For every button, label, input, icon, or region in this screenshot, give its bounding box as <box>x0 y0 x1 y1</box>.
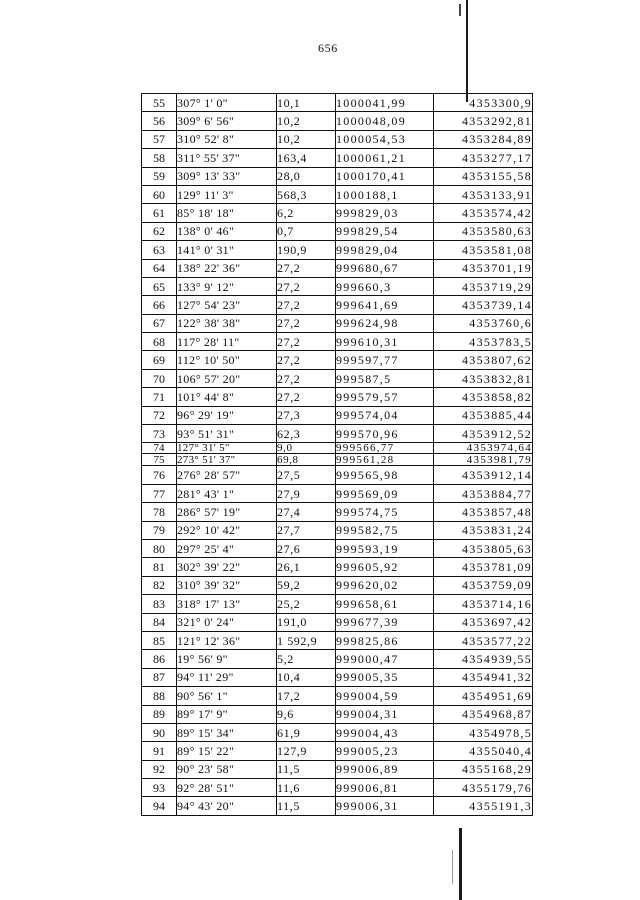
cell-y-coordinate: 4353760,6 <box>434 314 533 332</box>
cell-distance: 127,9 <box>277 742 336 760</box>
cell-distance: 191,0 <box>277 613 336 631</box>
cell-x-coordinate: 999605,92 <box>336 558 434 576</box>
cell-distance: 11,6 <box>277 779 336 797</box>
cell-point-number: 69 <box>142 351 177 369</box>
cell-y-coordinate: 4353719,29 <box>434 277 533 295</box>
cell-point-number: 90 <box>142 723 177 741</box>
cell-distance: 6,2 <box>277 204 336 222</box>
cell-distance: 27,9 <box>277 484 336 502</box>
cell-y-coordinate: 4354939,55 <box>434 650 533 668</box>
table-row <box>142 723 533 741</box>
cell-point-number: 85 <box>142 631 177 649</box>
cell-x-coordinate: 999829,54 <box>336 222 434 240</box>
cell-distance: 10,1 <box>277 94 336 112</box>
table-row <box>142 369 533 387</box>
cell-distance: 61,9 <box>277 723 336 741</box>
cell-bearing: 93° 51' 31" <box>177 425 277 443</box>
table-row <box>142 631 533 649</box>
cell-point-number: 68 <box>142 333 177 351</box>
cell-x-coordinate: 999597,77 <box>336 351 434 369</box>
cell-point-number: 94 <box>142 797 177 815</box>
coordinates-table-body <box>142 94 533 816</box>
cell-point-number: 78 <box>142 503 177 521</box>
cell-y-coordinate: 4353807,62 <box>434 351 533 369</box>
cell-point-number: 92 <box>142 760 177 778</box>
scan-artifact-mark <box>452 850 453 884</box>
table-row <box>142 112 533 130</box>
cell-x-coordinate: 999006,31 <box>336 797 434 815</box>
cell-bearing: 117° 28' 11" <box>177 333 277 351</box>
table-row <box>142 314 533 332</box>
cell-point-number: 71 <box>142 388 177 406</box>
cell-y-coordinate: 4355191,3 <box>434 797 533 815</box>
cell-distance: 10,4 <box>277 668 336 686</box>
cell-distance: 27,2 <box>277 351 336 369</box>
scan-artifact-line <box>466 0 468 102</box>
cell-bearing: 101° 44' 8" <box>177 388 277 406</box>
cell-distance: 27,2 <box>277 333 336 351</box>
cell-x-coordinate: 1000061,21 <box>336 149 434 167</box>
table-row <box>142 406 533 424</box>
cell-y-coordinate: 4354941,32 <box>434 668 533 686</box>
cell-bearing: 309° 13' 33" <box>177 167 277 185</box>
table-row <box>142 454 533 466</box>
table-row <box>142 779 533 797</box>
cell-point-number: 82 <box>142 576 177 594</box>
cell-y-coordinate: 4353781,09 <box>434 558 533 576</box>
cell-point-number: 57 <box>142 130 177 148</box>
cell-bearing: 141° 0' 31" <box>177 241 277 259</box>
cell-bearing: 127° 31' 5" <box>177 443 277 454</box>
cell-x-coordinate: 999004,43 <box>336 723 434 741</box>
cell-bearing: 122° 38' 38" <box>177 314 277 332</box>
table-row <box>142 760 533 778</box>
table-row <box>142 558 533 576</box>
cell-point-number: 79 <box>142 521 177 539</box>
cell-x-coordinate: 999829,04 <box>336 241 434 259</box>
cell-point-number: 89 <box>142 705 177 723</box>
cell-x-coordinate: 999006,81 <box>336 779 434 797</box>
cell-distance: 10,2 <box>277 130 336 148</box>
cell-point-number: 73 <box>142 425 177 443</box>
cell-bearing: 273° 51' 37" <box>177 454 277 466</box>
cell-x-coordinate: 999610,31 <box>336 333 434 351</box>
table-row <box>142 222 533 240</box>
cell-x-coordinate: 999561,28 <box>336 454 434 466</box>
cell-bearing: 318° 17' 13" <box>177 595 277 613</box>
cell-point-number: 88 <box>142 687 177 705</box>
cell-point-number: 76 <box>142 466 177 484</box>
cell-x-coordinate: 999677,39 <box>336 613 434 631</box>
cell-point-number: 55 <box>142 94 177 112</box>
cell-bearing: 106° 57' 20" <box>177 369 277 387</box>
cell-point-number: 60 <box>142 185 177 203</box>
cell-point-number: 83 <box>142 595 177 613</box>
cell-x-coordinate: 999680,67 <box>336 259 434 277</box>
cell-y-coordinate: 4353857,48 <box>434 503 533 521</box>
cell-x-coordinate: 999004,59 <box>336 687 434 705</box>
cell-distance: 28,0 <box>277 167 336 185</box>
cell-y-coordinate: 4353155,58 <box>434 167 533 185</box>
cell-bearing: 90° 56' 1" <box>177 687 277 705</box>
table-row <box>142 388 533 406</box>
cell-bearing: 96° 29' 19" <box>177 406 277 424</box>
table-row <box>142 503 533 521</box>
cell-bearing: 292° 10' 42" <box>177 521 277 539</box>
cell-x-coordinate: 1000041,99 <box>336 94 434 112</box>
cell-y-coordinate: 4355168,29 <box>434 760 533 778</box>
cell-y-coordinate: 4353714,16 <box>434 595 533 613</box>
cell-distance: 27,2 <box>277 259 336 277</box>
cell-y-coordinate: 4353974,64 <box>434 443 533 454</box>
table-row <box>142 576 533 594</box>
cell-point-number: 58 <box>142 149 177 167</box>
cell-bearing: 138° 0' 46" <box>177 222 277 240</box>
cell-y-coordinate: 4353912,14 <box>434 466 533 484</box>
table-row <box>142 241 533 259</box>
table-row <box>142 296 533 314</box>
cell-point-number: 70 <box>142 369 177 387</box>
table-row <box>142 425 533 443</box>
cell-x-coordinate: 999006,89 <box>336 760 434 778</box>
coordinates-table <box>141 93 533 816</box>
cell-y-coordinate: 4353805,63 <box>434 539 533 557</box>
table-row <box>142 204 533 222</box>
cell-distance: 27,2 <box>277 388 336 406</box>
cell-y-coordinate: 4354951,69 <box>434 687 533 705</box>
cell-point-number: 80 <box>142 539 177 557</box>
cell-point-number: 72 <box>142 406 177 424</box>
cell-bearing: 307° 1' 0" <box>177 94 277 112</box>
cell-bearing: 121° 12' 36" <box>177 631 277 649</box>
cell-y-coordinate: 4353284,89 <box>434 130 533 148</box>
cell-point-number: 87 <box>142 668 177 686</box>
table-row <box>142 539 533 557</box>
cell-bearing: 138° 22' 36" <box>177 259 277 277</box>
cell-distance: 10,2 <box>277 112 336 130</box>
table-row <box>142 595 533 613</box>
cell-x-coordinate: 999587,5 <box>336 369 434 387</box>
table-row <box>142 705 533 723</box>
cell-y-coordinate: 4353885,44 <box>434 406 533 424</box>
scan-artifact-mark <box>459 4 461 16</box>
cell-bearing: 302° 39' 22" <box>177 558 277 576</box>
table-row <box>142 94 533 112</box>
cell-y-coordinate: 4353697,42 <box>434 613 533 631</box>
cell-x-coordinate: 999566,77 <box>336 443 434 454</box>
cell-point-number: 67 <box>142 314 177 332</box>
cell-bearing: 321° 0' 24" <box>177 613 277 631</box>
cell-bearing: 85° 18' 18" <box>177 204 277 222</box>
cell-point-number: 84 <box>142 613 177 631</box>
table-row <box>142 650 533 668</box>
cell-y-coordinate: 4353133,91 <box>434 185 533 203</box>
cell-distance: 27,6 <box>277 539 336 557</box>
cell-y-coordinate: 4353574,42 <box>434 204 533 222</box>
cell-distance: 69,8 <box>277 454 336 466</box>
cell-y-coordinate: 4353858,82 <box>434 388 533 406</box>
cell-bearing: 286° 57' 19" <box>177 503 277 521</box>
cell-x-coordinate: 999620,02 <box>336 576 434 594</box>
cell-distance: 17,2 <box>277 687 336 705</box>
cell-bearing: 94° 11' 29" <box>177 668 277 686</box>
table-row <box>142 130 533 148</box>
cell-y-coordinate: 4354968,87 <box>434 705 533 723</box>
cell-bearing: 297° 25' 4" <box>177 539 277 557</box>
cell-distance: 163,4 <box>277 149 336 167</box>
cell-bearing: 129° 11' 3" <box>177 185 277 203</box>
cell-x-coordinate: 999658,61 <box>336 595 434 613</box>
cell-x-coordinate: 999582,75 <box>336 521 434 539</box>
cell-x-coordinate: 999005,23 <box>336 742 434 760</box>
cell-distance: 190,9 <box>277 241 336 259</box>
cell-y-coordinate: 4353577,22 <box>434 631 533 649</box>
cell-distance: 27,5 <box>277 466 336 484</box>
table-row <box>142 443 533 454</box>
cell-distance: 9,0 <box>277 443 336 454</box>
cell-bearing: 311° 55' 37" <box>177 149 277 167</box>
cell-y-coordinate: 4353701,19 <box>434 259 533 277</box>
cell-distance: 27,2 <box>277 314 336 332</box>
table-row <box>142 521 533 539</box>
cell-y-coordinate: 4353981,79 <box>434 454 533 466</box>
table-row <box>142 742 533 760</box>
cell-x-coordinate: 1000188,1 <box>336 185 434 203</box>
cell-distance: 25,2 <box>277 595 336 613</box>
cell-y-coordinate: 4355179,76 <box>434 779 533 797</box>
table-row <box>142 167 533 185</box>
cell-distance: 59,2 <box>277 576 336 594</box>
table-row <box>142 484 533 502</box>
cell-x-coordinate: 999829,03 <box>336 204 434 222</box>
cell-bearing: 112° 10' 50" <box>177 351 277 369</box>
table-row <box>142 613 533 631</box>
cell-distance: 11,5 <box>277 760 336 778</box>
cell-x-coordinate: 1000048,09 <box>336 112 434 130</box>
cell-distance: 11,5 <box>277 797 336 815</box>
cell-y-coordinate: 4353580,63 <box>434 222 533 240</box>
cell-bearing: 89° 15' 22" <box>177 742 277 760</box>
cell-y-coordinate: 4353739,14 <box>434 296 533 314</box>
cell-distance: 27,2 <box>277 296 336 314</box>
cell-distance: 1 592,9 <box>277 631 336 649</box>
cell-distance: 0,7 <box>277 222 336 240</box>
cell-y-coordinate: 4353832,81 <box>434 369 533 387</box>
cell-distance: 27,2 <box>277 369 336 387</box>
cell-x-coordinate: 999579,57 <box>336 388 434 406</box>
cell-bearing: 89° 15' 34" <box>177 723 277 741</box>
table-row <box>142 259 533 277</box>
cell-y-coordinate: 4353300,9 <box>434 94 533 112</box>
cell-x-coordinate: 1000054,53 <box>336 130 434 148</box>
cell-bearing: 309° 6' 56" <box>177 112 277 130</box>
cell-bearing: 89° 17' 9" <box>177 705 277 723</box>
cell-x-coordinate: 999000,47 <box>336 650 434 668</box>
cell-bearing: 127° 54' 23" <box>177 296 277 314</box>
cell-y-coordinate: 4353581,08 <box>434 241 533 259</box>
cell-distance: 26,1 <box>277 558 336 576</box>
table-row <box>142 149 533 167</box>
table-row <box>142 277 533 295</box>
cell-x-coordinate: 999624,98 <box>336 314 434 332</box>
cell-x-coordinate: 999565,98 <box>336 466 434 484</box>
cell-y-coordinate: 4353884,77 <box>434 484 533 502</box>
cell-point-number: 59 <box>142 167 177 185</box>
cell-point-number: 64 <box>142 259 177 277</box>
cell-y-coordinate: 4353292,81 <box>434 112 533 130</box>
cell-bearing: 92° 28' 51" <box>177 779 277 797</box>
cell-y-coordinate: 4353759,09 <box>434 576 533 594</box>
cell-x-coordinate: 999660,3 <box>336 277 434 295</box>
cell-bearing: 19° 56' 9" <box>177 650 277 668</box>
cell-distance: 5,2 <box>277 650 336 668</box>
cell-bearing: 276° 28' 57" <box>177 466 277 484</box>
cell-y-coordinate: 4354978,5 <box>434 723 533 741</box>
cell-bearing: 90° 23' 58" <box>177 760 277 778</box>
cell-point-number: 65 <box>142 277 177 295</box>
cell-point-number: 81 <box>142 558 177 576</box>
cell-point-number: 75 <box>142 454 177 466</box>
cell-bearing: 94° 43' 20" <box>177 797 277 815</box>
cell-distance: 62,3 <box>277 425 336 443</box>
cell-point-number: 62 <box>142 222 177 240</box>
cell-distance: 27,7 <box>277 521 336 539</box>
cell-distance: 27,4 <box>277 503 336 521</box>
cell-y-coordinate: 4353783,5 <box>434 333 533 351</box>
cell-point-number: 93 <box>142 779 177 797</box>
cell-point-number: 56 <box>142 112 177 130</box>
cell-bearing: 310° 39' 32" <box>177 576 277 594</box>
cell-x-coordinate: 999574,04 <box>336 406 434 424</box>
cell-distance: 27,2 <box>277 277 336 295</box>
cell-x-coordinate: 999593,19 <box>336 539 434 557</box>
cell-point-number: 86 <box>142 650 177 668</box>
page-number: 656 <box>318 41 338 55</box>
cell-x-coordinate: 999574,75 <box>336 503 434 521</box>
cell-y-coordinate: 4353912,52 <box>434 425 533 443</box>
cell-y-coordinate: 4355040,4 <box>434 742 533 760</box>
cell-bearing: 310° 52' 8" <box>177 130 277 148</box>
cell-bearing: 133° 9' 12" <box>177 277 277 295</box>
cell-x-coordinate: 999004,31 <box>336 705 434 723</box>
cell-point-number: 91 <box>142 742 177 760</box>
cell-distance: 9,6 <box>277 705 336 723</box>
cell-distance: 27,3 <box>277 406 336 424</box>
cell-point-number: 61 <box>142 204 177 222</box>
cell-point-number: 77 <box>142 484 177 502</box>
cell-x-coordinate: 999570,96 <box>336 425 434 443</box>
table-row <box>142 668 533 686</box>
cell-x-coordinate: 999569,09 <box>336 484 434 502</box>
cell-point-number: 66 <box>142 296 177 314</box>
cell-y-coordinate: 4353831,24 <box>434 521 533 539</box>
table-row <box>142 687 533 705</box>
cell-point-number: 74 <box>142 443 177 454</box>
cell-x-coordinate: 999825,86 <box>336 631 434 649</box>
table-row <box>142 333 533 351</box>
cell-y-coordinate: 4353277,17 <box>434 149 533 167</box>
cell-bearing: 281° 43' 1" <box>177 484 277 502</box>
table-row <box>142 351 533 369</box>
table-row <box>142 797 533 815</box>
cell-x-coordinate: 1000170,41 <box>336 167 434 185</box>
cell-point-number: 63 <box>142 241 177 259</box>
table-row <box>142 185 533 203</box>
cell-x-coordinate: 999641,69 <box>336 296 434 314</box>
scan-artifact-line <box>459 828 462 900</box>
table-row <box>142 466 533 484</box>
cell-x-coordinate: 999005,35 <box>336 668 434 686</box>
cell-distance: 568,3 <box>277 185 336 203</box>
